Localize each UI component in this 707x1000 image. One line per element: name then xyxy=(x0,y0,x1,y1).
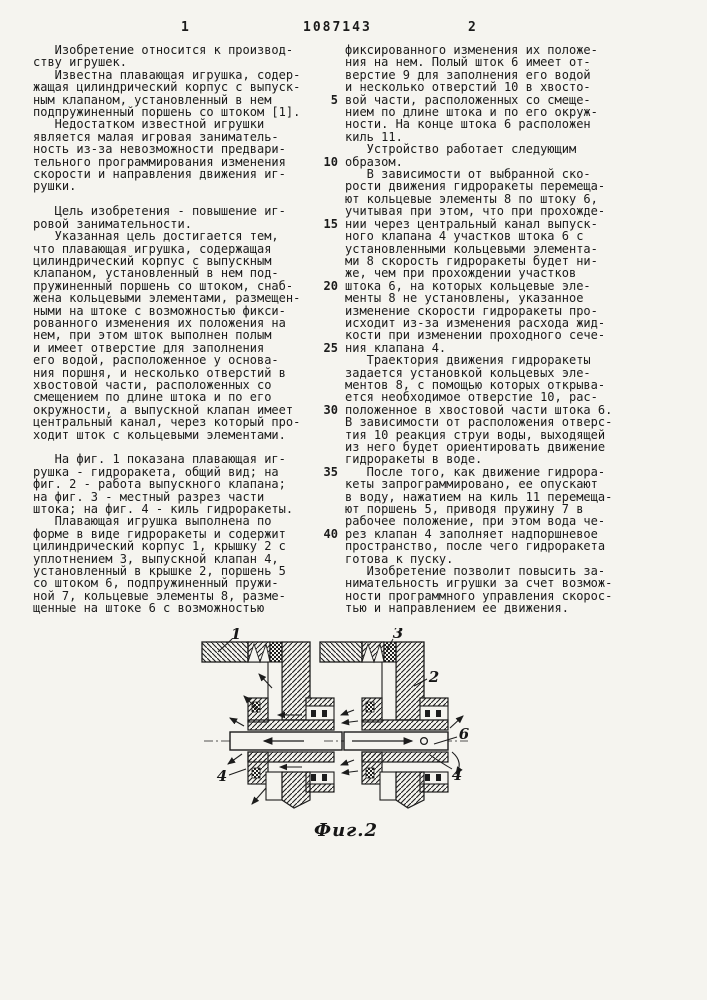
line-marker-10: 10 xyxy=(323,155,338,169)
line-marker-5: 5 xyxy=(330,93,338,107)
figure-label-3-seal: 3 xyxy=(392,628,404,642)
figure-label-1-body: 1 xyxy=(230,628,242,643)
figure-caption: Фиг.2 xyxy=(314,820,379,841)
valve-section-right xyxy=(320,642,468,808)
line-marker-30: 30 xyxy=(323,403,338,417)
patent-document-number: 1087143 xyxy=(303,20,372,35)
left-column-text: Изобретение относится к производ- ству игрушек. Известна плавающая игрушка, содер- жащая цилиндрический корпус с выпуск- ным клапаном, установленный в нем подпружиненный поршень со штоком [1]. Недостатком известной игрушки является малая игровая заниматель- ность из-за невозможности предвари- тельного программирования изменения скорости и направления движения иг- рушки. Цель изобретения - повышение иг- ровой занимательности. Указанная цель достигается тем, что плавающая игрушка, содержащая цилиндрический корпус с выпускным клапаном, установленный в нем под- пружиненный поршень со штоком, снаб- жена кольцевыми элементами, размещен- ными на штоке с возможностью фикси- рованного изменения их положения на нем, при этом шток выполнен полым и имеет отверстие для заполнения его водой, расположенное у основа- ния поршня, и несколько отверстий в хвостовой части, расположенных со смещением по длине штока и по его окружности, а выпускной клапан имеет центральный канал, через который про- ходит шток с кольцевыми элементами. На фиг. 1 показана плавающая иг- рушка - гидроракета, общий вид; на фиг. 2 - работа выпускного клапана; на фиг. 3 - местный разрез части штока; на фиг. 4 - киль гидроракеты. Плавающая игрушка выполнена по форме в виде гидроракеты и содержит цилиндрический корпус 1, крышку 2 с уплотнением 3, выпускной клапан 4, установленный в крышке 2, поршень 5 со штоком 6, подпружиненный пружи- ной 7, кольцевые элементы 8, разме- щенные на штоке 6 с возможностью xyxy=(33,43,301,616)
line-marker-15: 15 xyxy=(323,217,338,231)
right-column-text: фиксированного изменения их положе- ния на нем. Полый шток 6 имеет от- верстие 9 для заполнения его водой и несколько отверстий 10 в хвосто- вой части, расположенных со смеще- нием по длине штока и по его окруж- ности. На конце штока 6 расположен киль 11. Устройство работает следующим образом. В зависимости от выбранной ско- рости движения гидроракеты перемеща- ют кольцевые элементы 8 по штоку 6, учитывая при этом, что при прохожде- нии через центральный канал выпуск- ного клапана 4 участков штока 6 с установленными кольцевыми элемента- ми 8 скорость гидроракеты будет ни- же, чем при прохождении участков штока 6, на которых кольцевые эле- менты 8 не установлены, указанное изменение скорости гидроракеты про- исходит из-за изменения расхода жид- кости при изменении проходного сече- ния клапана 4. Траектория движения гидроракеты задается установкой кольцевых эле- ментов 8, с помощью которых открыва- ется необходимое отверстие 10, рас- положенное в хвостовой части штока 6. В зависимости от расположения отверс- тия 10 реакция струи воды, выходящей из него будет ориентировать движение гидроракеты в воде. После того, как движение гидрора- кеты запрограммировано, ее опускают в воду, нажатием на киль 11 перемеща- ют поршень 5, приводя пружину 7 в рабочее положение, при этом вода че- рез клапан 4 заполняет надпоршневое пространство, после чего гидроракета готова к пуску. Изобретение позволит повысить за- нимательность игрушки за счет возмож- ности программного управления скорос- тью и направлением ее движения. xyxy=(345,43,613,616)
line-marker-40: 40 xyxy=(323,527,338,541)
figure-label-4-valve-left: 4 xyxy=(216,767,228,785)
line-marker-20: 20 xyxy=(323,279,338,293)
page-column-number-left: 1 xyxy=(181,20,190,35)
valve-cross-section-drawing xyxy=(186,628,566,838)
figure-2 xyxy=(186,628,566,838)
line-marker-25: 25 xyxy=(323,341,338,355)
line-marker-35: 35 xyxy=(323,465,338,479)
page-column-number-right: 2 xyxy=(468,20,477,35)
figure-label-4-valve-right: 4 xyxy=(451,766,463,784)
figure-label-2-cover: 2 xyxy=(428,668,440,686)
figure-label-6-rod: 6 xyxy=(458,725,470,743)
